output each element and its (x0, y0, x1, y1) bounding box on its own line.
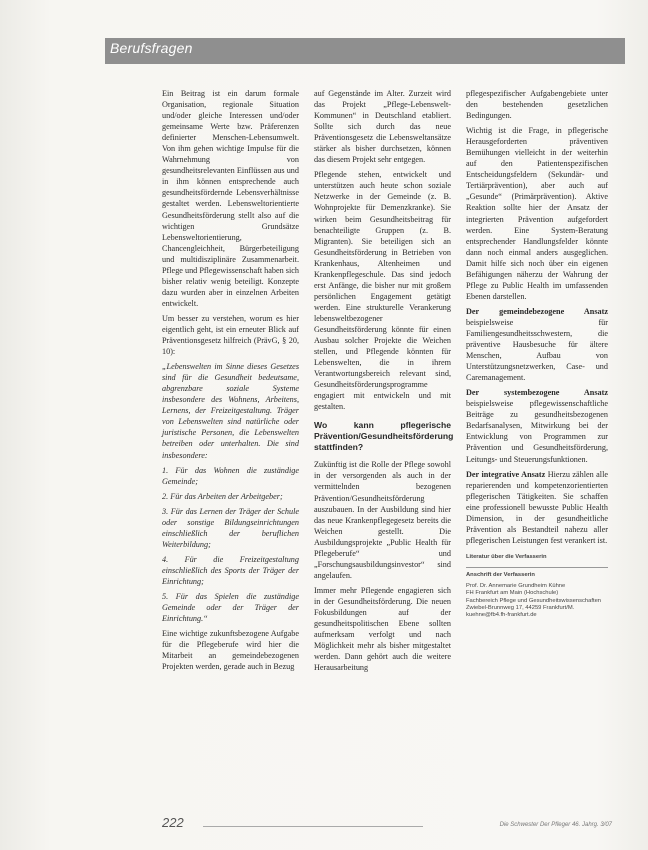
divider (466, 567, 608, 568)
list-item: 2. Für das Arbeiten der Arbeitgeber; (162, 491, 283, 501)
address-heading: Anschrift der Verfasserin (466, 572, 535, 579)
list-item: 4. Für die Freizeitgestaltung einschließlich des Sports der Träger der Einrichtung; (162, 554, 299, 586)
author-info (466, 554, 608, 620)
approach-lead: Der integrative Ansatz (466, 469, 546, 479)
address-line: Zwiebel-Brunnweg 17, 44259 Frankfurt/M. (466, 604, 575, 611)
footer-divider (203, 826, 423, 827)
address-line: kuehne@fb4.fh-frankfurt.de (466, 612, 537, 619)
approach-paragraph (466, 306, 608, 383)
paragraph: auf Gegenstände im Alter. Zurzeit wird das Projekt „Pflege-Lebenswelt-Kommunen“ in Deutschland etabliert. Sollte sich durch das neue Präventionsgesetz die Lebensweltansätze stärker als bisher durchsetzen, können das diesem Projekt sehr entgegen. (314, 89, 451, 165)
section-title: Berufsfragen (110, 40, 193, 56)
approach-text: beispielsweise pflegewissenschaftliche Beiträge zu gesundheitsbezogenen Bedarfsanalysen, Mitwirkung bei der Entwicklung von Programmen zur Prävention und Gesundheitsförderung, Leitungs- und Steuerungsfunktionen. (466, 399, 608, 464)
paragraph: Um besser zu verstehen, worum es hier eigentlich geht, ist ein erneuter Blick auf Präventionsgesetz hilfreich (PrävG, § 20, 10): (162, 313, 299, 357)
list-item: 1. Für das Wohnen die zuständige Gemeinde; (162, 465, 299, 486)
paragraph: Eine wichtige zukunftsbezogene Aufgabe für die Pflegeberufe wird hier die Mitarbeit an gemeindebezogenen Projekten werden, gerade auch in Bezug (162, 629, 299, 672)
list-item: 5. Für das Spielen die zuständige Gemeinde oder der Träger der Einrichtung.“ (162, 592, 299, 624)
approach-paragraph (466, 469, 608, 546)
paragraph: Ein Beitrag ist ein darum formale Organisation, regionale Situation und/oder gleiche Interessen und/oder gemeinsame Werte bzw. Präferenzen definierter Menschen-Lebensumwelt. Von ihm gehen wichtige Impulse für die Wahrnehmung von gesundheitsrelevanten Einflüssen aus und in ihm können entsprechende auch gesundheitsfördernde Lebensverhältnisse gestaltet werden. Lebensweltorientierte Gesundheitsförderung stellt also auf die wichtigen Grundsätze Lebensweltorientierung, Chancengleichheit, Bürgerbeteiligung und multidisziplinäre Zusammenarbeit. Pflege und Pflegewissenschaft haben sich bisher relativ wenig beteiligt. Konzepte dazu wurden aber in einzelnen Arbeiten entwickelt. (162, 89, 299, 308)
list-item: 3. Für das Lernen der Träger der Schule oder sonstige Bildungseinrichtungen einschließlich der beruflichen Weiterbildung; (162, 506, 299, 549)
address-line: Fachbereich Pflege und Gesundheitswissenschaften (466, 597, 602, 604)
approach-lead: Der gemeindebezogene Ansatz (466, 306, 608, 316)
text-column-3 (466, 88, 608, 620)
journal-reference: Die Schwester Der Pfleger 46. Jahrg. 3/07 (499, 822, 612, 828)
text-column-1 (162, 88, 299, 676)
reference-heading: Literatur über die Verfasserin (466, 553, 547, 560)
law-quote: „Lebenswelten im Sinne dieses Gesetzes sind für die Gesundheit bedeutsame, abgrenzbare soziale Systeme insbesondere des Wohnens, Arbeitens, Lernens, der Freizeitgestaltung. Träger von Lebenswelten sind natürliche oder juristische Personen, die Lebenswelten betreiben oder unterhalten. Die sind insbesondere: (162, 362, 299, 460)
paragraph: Zukünftig ist die Rolle der Pflege sowohl in der versorgenden als auch in der vermittelnden bezogenen Prävention/Gesundheitsförderung auszubauen. In der Ausbildung sind hier das neue Krankenpflegegesetz bereits die Weichen gestellt. Die Ausbildungsprojekte „Public Health für Pflegeberufe“ und „Forschungsausbildungsinvestor“ sind angelaufen. (314, 460, 451, 580)
text-column-2 (314, 88, 454, 677)
paragraph: Pflegende stehen, entwickelt und unterstützen auch heute schon soziale Netzwerke in der Gemeinde (z. B. Wohnprojekte für Demenzkranke). Sie wirken beim Gesundheitsbeitrag für benachteiligte Gruppen (z. B. Migranten). Sie beteiligen sich an Gesundheitsförderung in Betrieben von Krankenhaus, Altenheimen und Krankenpflegeschule. Das sind jedoch erst Anfänge, die bisher nur mit großem persönlichen Engagement getätigt werden. Eine strukturelle Verankerung lebensweltbezogener Gesundheitsförderung könnte für einen Ausbau solcher Projekte die Weichen stellen, und Pflegende könnten für Lebenswelten, die in ihrem Verantwortungsbereich relevant sind, Gesundheitsförderungsprogramme engagiert mit entwickeln und mit gestalten. (314, 170, 451, 412)
approach-lead: Der systembezogene Ansatz (466, 388, 608, 398)
approach-text: Hierzu zählen alle reparierenden und kompetenzorientierten pflegerischen Tätigkeiten. Sie schaffen eine professionell bewusste Public Health Dimension, in der gesundheitliche Prävention als Bestandteil nahezu aller pflegerischen Leistungen fest verankert ist. (466, 469, 608, 545)
subheading: Wo kann pflegerische Prävention/Gesundheitsförderung stattfinden? (314, 420, 454, 453)
paragraph: Wichtig ist die Frage, in pflegerische Herausgeforderten präventiven Bemühungen vielleicht in der weiterhin auf den Patientenspezifischen Entscheidungsfeldern (Sekundär- und Tertiärprävention), aber auch auf „Gesunde“ (Primärprävention). Aktive Reaktion sollte hier der Ansatz der integrierten Prävention aufgefordert werden. Eine System-Beratung entsprechender Handlungsfelder könnte dann noch einmal anders ausgeglichen. Damit hilfe sich noch über ein eigenen Befähigungen näherzu der Wahrung der Pflege zu Public Health im umfassenden Ebenen darstellen. (466, 126, 608, 301)
address-line: Prof. Dr. Annemarie Grundheim Kühne (466, 582, 566, 589)
paragraph: Immer mehr Pflegende engagieren sich in der Gesundheitsförderung. Die neuen Fokusbildungen auf der gesundheitspolitischen Ebene sollten aufmerksam verfolgt und nach Möglichkeit mehr als bisher mitgestaltet werden. Dann gehört auch die weitere Herausarbeitung (314, 585, 451, 673)
address-line: FH Frankfurt am Main (Hochschule) (466, 590, 559, 597)
approach-text: beispielsweise für Familiengesundheitsschwestern, die präventive Hausbesuche für ältere Menschen, Aufbau von Unterstützungsnetzwerken, Case- und Caremanagement. (466, 317, 608, 383)
page-number: 222 (162, 815, 184, 830)
paragraph: pflegespezifischer Aufgabengebiete unter den bestehenden gesetzlichen Bedingungen. (466, 89, 608, 121)
approach-paragraph (466, 387, 608, 464)
